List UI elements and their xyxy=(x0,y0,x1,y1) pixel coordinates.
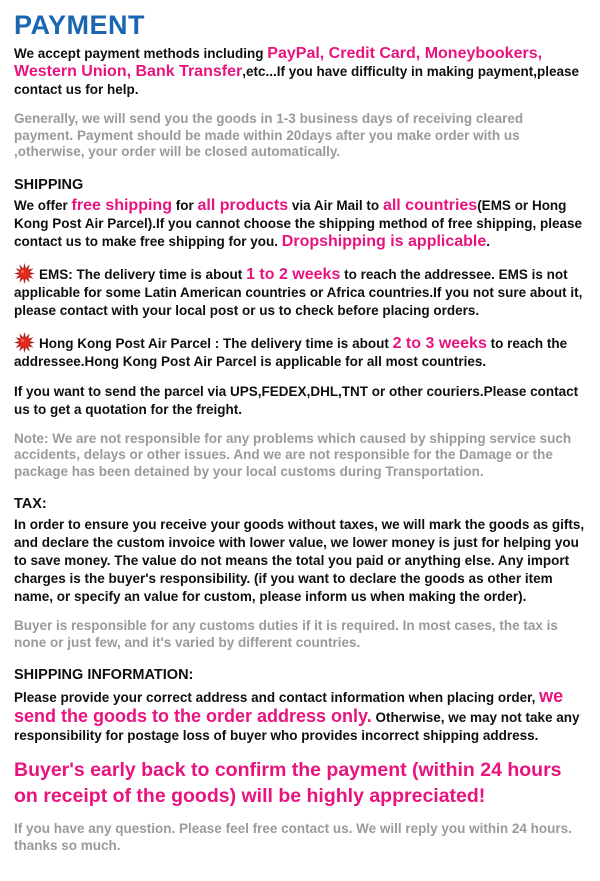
hk-delivery-time: 2 to 3 weeks xyxy=(392,334,487,352)
shipping-heading: SHIPPING xyxy=(14,176,84,193)
starburst-icon xyxy=(14,332,35,353)
all-products-text: all products xyxy=(197,196,289,214)
ems-text-1: EMS: The delivery time is about xyxy=(39,266,247,282)
tax-heading: TAX: xyxy=(14,496,47,512)
ems-paragraph xyxy=(14,263,586,320)
contact-note-paragraph: If you have any question. Please feel free contact us. We will reply you within 24 hours. thanks so much. xyxy=(14,821,572,853)
order-address-only-text: we send the goods to the order address only. xyxy=(14,686,564,726)
ems-text-2: to reach the addressee. EMS is not applicable for some Latin American countries or Africa countries.If you not sure about it, please contact with your local post or us to check before placing orders. xyxy=(14,266,583,318)
payment-intro-text: We accept payment methods including xyxy=(14,46,268,61)
address-paragraph xyxy=(14,687,586,745)
offer-text-2: for xyxy=(171,197,198,213)
hk-text-2: to reach the addressee.Hong Kong Post Air Parcel is applicable for all most countries. xyxy=(14,335,568,369)
offer-text-4: (EMS or Hong Kong Post Air Parcel).If you cannot choose the shipping method of free shipping, please contact us to make free shipping for you. xyxy=(14,197,583,249)
payment-note-paragraph: Generally, we will send you the goods in 1-3 business days of receiving cleared payment. Payment should be made within 20days after you make order with us ,otherwise, your order will be closed automatically. xyxy=(14,111,524,159)
payment-heading: PAYMENT xyxy=(14,10,146,40)
shipping-note-paragraph: Note: We are not responsible for any problems which caused by shipping service such accidents, delays or other issues. And we are not responsible for the Damage or the package has been detained by your local customs during Transportation. xyxy=(14,430,572,479)
address-text-1: Please provide your correct address and contact information when placing order, xyxy=(14,690,540,705)
shipping-offer-paragraph xyxy=(14,197,586,251)
dropshipping-text: Dropshipping is applicable xyxy=(281,232,487,250)
offer-text-5: . xyxy=(486,233,491,249)
all-countries-text: all countries xyxy=(382,196,478,214)
tax-note-paragraph: Buyer is responsible for any customs duties if it is required. In most cases, the tax is none or just few, and it's varied by different countries. xyxy=(14,618,558,650)
hongkong-post-paragraph xyxy=(14,332,586,371)
offer-text-3: via Air Mail to xyxy=(288,197,383,213)
ems-delivery-time: 1 to 2 weeks xyxy=(246,265,341,283)
shipping-information-heading: SHIPPING INFORMATION: xyxy=(14,667,194,683)
tax-paragraph: In order to ensure you receive your goods without taxes, we will mark the goods as gifts, and declare the custom invoice with lower value, we lower money is just for helping you to save money. The value do not means the total you paid or anything else. Any import charges is the buyer's responsibility. (if you want to declare the goods as other item name, or specify an value for custom, please inform us when making the order). xyxy=(14,517,585,604)
payment-confirmation-paragraph: Buyer's early back to confirm the payment (within 24 hours on receipt of the goods) will be highly appreciated! xyxy=(14,759,562,807)
payment-methods-paragraph xyxy=(14,45,586,99)
payment-methods-list: PayPal, Credit Card, Moneybookers, Western Union, Bank Transfer xyxy=(14,45,543,80)
starburst-icon xyxy=(14,263,35,284)
couriers-paragraph: If you want to send the parcel via UPS,FEDEX,DHL,TNT or other couriers.Please contact us to get a quotation for the freight. xyxy=(14,383,579,417)
hk-text-1: Hong Kong Post Air Parcel : The delivery time is about xyxy=(39,335,393,351)
address-text-2: Otherwise, we may not take any responsibility for postage loss of buyer who provides incorrect shipping address. xyxy=(14,710,580,743)
offer-text-1: We offer xyxy=(14,197,72,213)
free-shipping-text: free shipping xyxy=(71,196,172,214)
payment-intro-tail: ,etc...If you have difficulty in making payment,please contact us for help. xyxy=(14,64,580,97)
